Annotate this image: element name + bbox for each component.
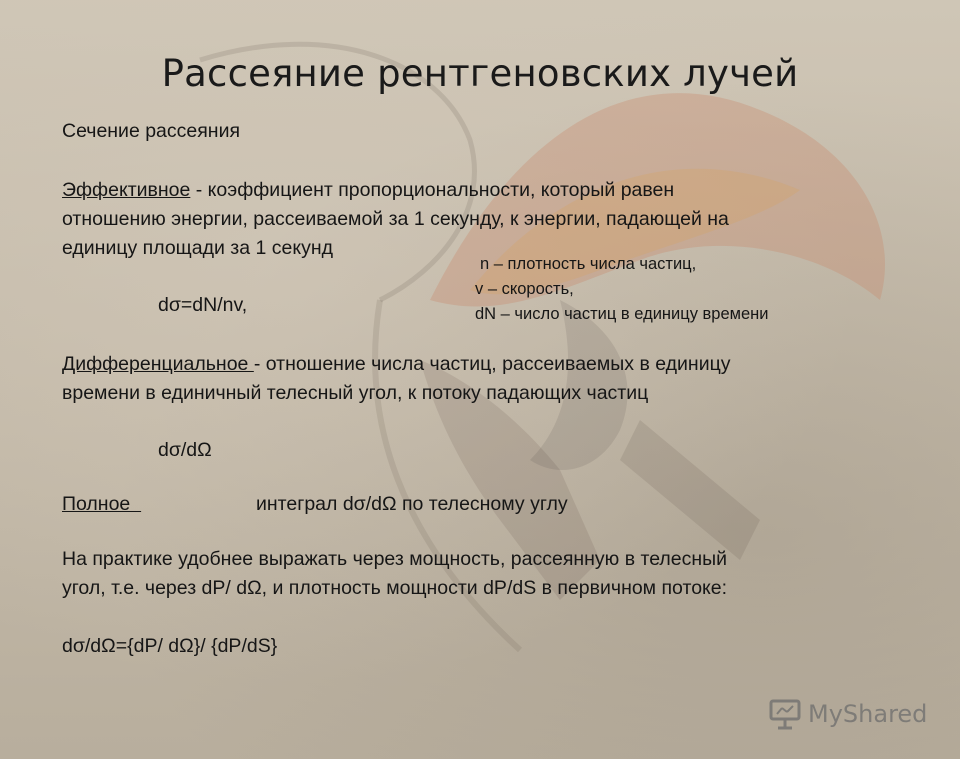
differential-definition-rest: - отношение числа частиц, рассеиваемых в единицу [253,353,731,375]
effective-definition-line2: отношению энергии, рассеиваемой за 1 секунду, к энергии, падающей на [62,208,729,230]
note-particle-count: dN – число частиц в единицу времени [475,305,769,323]
watermark-text: MyShared [808,700,928,728]
total-term-text: Полное [62,493,142,515]
practice-formula: dσ/dΩ={dP/ dΩ}/ {dP/dS} [62,635,278,657]
effective-definition-line1 [62,176,892,205]
differential-term: Дифференциальное [62,353,254,375]
watermark-logo [768,694,928,734]
effective-definition-rest: - коэффициент пропорциональности, который равен [190,179,675,201]
differential-definition-line1 [62,350,892,379]
note-density: n – плотность числа частиц, [480,255,697,273]
total-definition: интеграл dσ/dΩ по телесному углу [256,493,568,515]
slide-title: Рассеяние рентгеновских лучей [161,52,799,95]
total-term [62,490,141,519]
practice-line1: На практике удобнее выражать через мощность, рассеянную в телесный [62,548,728,570]
effective-formula: dσ=dN/nv, [158,294,248,316]
presentation-board-icon [768,697,802,731]
note-velocity: v – скорость, [475,280,574,298]
effective-term: Эффективное [62,179,191,201]
practice-line2: угол, т.е. через dP/ dΩ, и плотность мощности dP/dS в первичном потоке: [62,577,728,599]
effective-definition-line3: единицу площади за 1 секунд [62,237,333,259]
differential-formula: dσ/dΩ [158,439,212,461]
section-heading: Сечение рассеяния [62,120,241,142]
differential-definition-line2: времени в единичный телесный угол, к потоку падающих частиц [62,382,649,404]
